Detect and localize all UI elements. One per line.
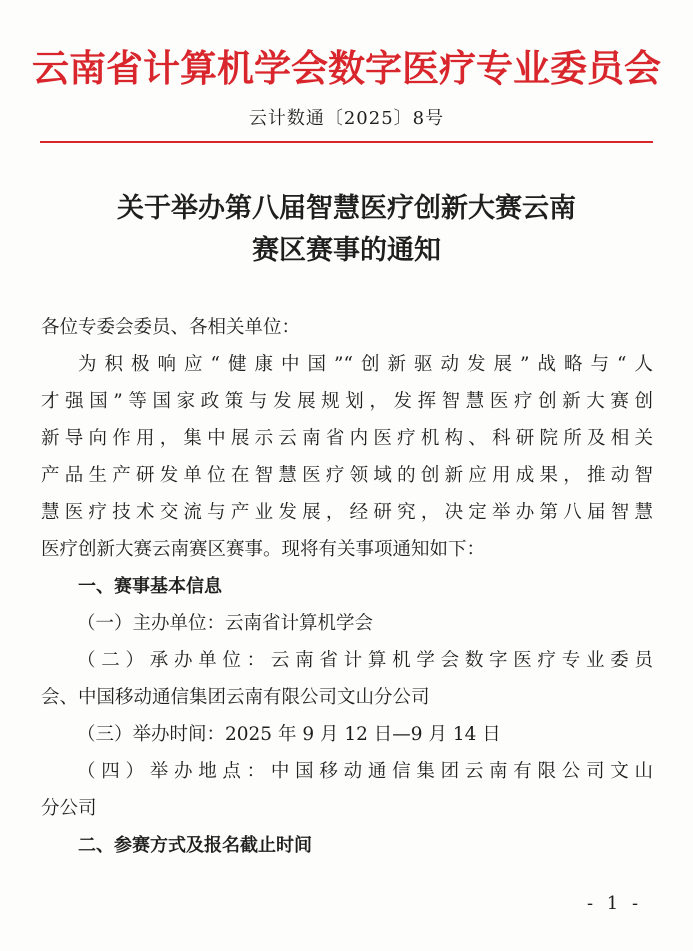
- intro-line-2: 才强国”等国家政策与发展规划，发挥智慧医疗创新大赛创: [41, 391, 653, 412]
- item-4-venue-line-2: 分公司: [41, 798, 97, 819]
- intro-line-5: 慧医疗技术交流与产业发展，经研究，决定举办第八届智慧: [41, 502, 653, 523]
- intro-line-1: 为积极响应“健康中国”“创新驱动发展”战略与“人: [78, 354, 653, 375]
- item-3-time: （三）举办时间：2025 年 9 月 12 日—9 月 14 日: [77, 724, 501, 745]
- notice-title-line-1: 关于举办第八届智慧医疗创新大赛云南: [117, 193, 576, 224]
- intro-line-6: 医疗创新大赛云南赛区赛事。现将有关事项通知如下：: [41, 539, 486, 560]
- red-divider-line: [40, 141, 653, 143]
- section-1-heading: 一、赛事基本信息: [78, 576, 222, 597]
- item-1-host: （一）主办单位：云南省计算机学会: [77, 613, 374, 634]
- item-2-organizer-line-2: 会、中国移动通信集团云南有限公司文山分公司: [41, 687, 430, 708]
- item-2-organizer-line-1: （二）承办单位：云南省计算机学会数字医疗专业委员: [77, 650, 653, 671]
- document-body: [41, 309, 653, 864]
- intro-line-3: 新导向作用，集中展示云南省内医疗机构、科研院所及相关: [41, 428, 653, 449]
- item-4-venue-line-1: （四）举办地点：中国移动通信集团云南有限公司文山: [77, 761, 653, 782]
- salutation: 各位专委会委员、各相关单位：: [41, 317, 301, 338]
- notice-title: [0, 188, 693, 272]
- notice-title-line-2: 赛区赛事的通知: [252, 235, 441, 266]
- org-title: 云南省计算机学会数字医疗专业委员会: [32, 47, 661, 90]
- intro-line-4: 产品生产研发单位在智慧医疗领域的创新应用成果，推动智: [41, 465, 653, 486]
- section-2-heading: 二、参赛方式及报名截止时间: [78, 835, 312, 856]
- page-number: - 1 -: [587, 893, 643, 914]
- document-number: 云计数通〔2025〕8号: [248, 108, 445, 129]
